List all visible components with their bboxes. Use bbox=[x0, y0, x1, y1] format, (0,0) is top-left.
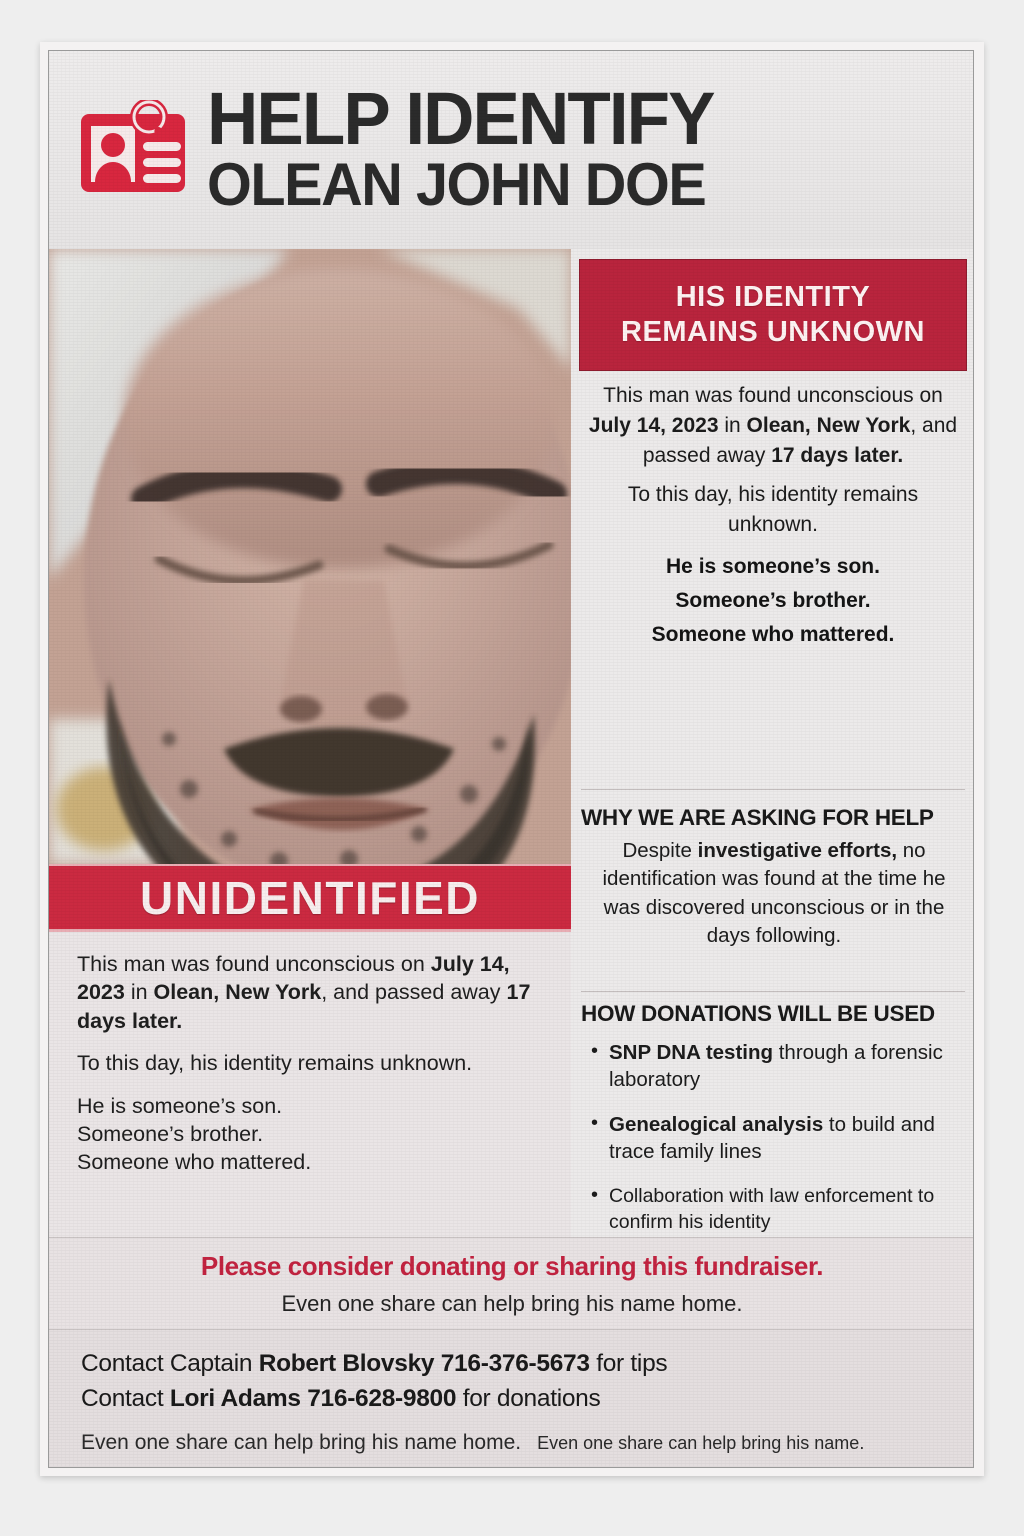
left-paragraph-2: To this day, his identity remains unknown. bbox=[77, 1051, 473, 1076]
footer-small-2: Even one share can help bring his name. bbox=[537, 1432, 865, 1453]
left-p1-c: , and passed away bbox=[321, 980, 507, 1005]
left-p1-b: in bbox=[124, 980, 154, 1005]
status-badge: UNIDENTIFIED bbox=[140, 871, 480, 924]
identity-unknown-banner bbox=[579, 259, 967, 371]
contact-line-donations bbox=[81, 1381, 949, 1416]
donation-item-1-rest: to build and trace family lines bbox=[609, 1112, 935, 1164]
right-p1-c: , and passed away bbox=[642, 413, 958, 467]
donations-section-heading: HOW DONATIONS WILL BE USED bbox=[581, 1001, 935, 1026]
right-p1-date: July 14, 2023 bbox=[588, 413, 719, 437]
contact2-suffix: for donations bbox=[456, 1385, 601, 1413]
donations-list bbox=[589, 1039, 967, 1252]
victim-photo bbox=[49, 249, 571, 864]
donation-item-0-rest: through a forensic laboratory bbox=[609, 1041, 943, 1092]
left-line-3: Someone who mattered. bbox=[77, 1150, 312, 1175]
page-title: HELP IDENTIFY bbox=[207, 76, 714, 160]
unidentified-banner bbox=[49, 864, 571, 932]
footer-small-1: Even one share can help bring his name home. bbox=[81, 1430, 522, 1454]
poster bbox=[48, 50, 974, 1468]
contact1-name-phone[interactable]: Robert Blovsky 716-376-5673 bbox=[258, 1350, 590, 1377]
right-p1-place: Olean, New York bbox=[746, 413, 911, 437]
left-column-body bbox=[49, 932, 571, 1237]
left-paragraph-3 bbox=[77, 1092, 547, 1177]
right-p1-days: 17 days later. bbox=[771, 443, 904, 467]
left-p1-date: July 14, 2023 bbox=[77, 952, 510, 1005]
donation-call-section bbox=[49, 1237, 974, 1329]
left-paragraph-1 bbox=[77, 950, 547, 1035]
id-card-magnifier-icon bbox=[79, 100, 195, 204]
contact1-suffix: for tips bbox=[589, 1350, 668, 1377]
right-paragraph-1 bbox=[581, 381, 965, 470]
donation-item-2-rest: Collaboration with law enforcement to confirm his identity bbox=[609, 1184, 935, 1233]
right-p1-a: This man was found unconscious on bbox=[603, 384, 943, 407]
right-intro-block bbox=[581, 381, 965, 652]
right-column bbox=[571, 249, 974, 1237]
list-item bbox=[589, 1111, 967, 1166]
section-divider-2 bbox=[581, 991, 965, 992]
right-paragraph-2: To this day, his identity remains unknown. bbox=[627, 483, 919, 537]
contact2-name-phone[interactable]: Lori Adams 716-628-9800 bbox=[169, 1385, 457, 1413]
contact1-prefix: Contact Captain bbox=[81, 1350, 259, 1377]
right-emph-1: He is someone’s son. bbox=[666, 555, 880, 579]
poster-title-block bbox=[207, 76, 735, 219]
photo-illustration bbox=[49, 249, 571, 864]
identity-banner-line-2: REMAINS UNKNOWN bbox=[621, 316, 925, 348]
list-item bbox=[589, 1183, 967, 1235]
share-line-text: Even one share can help bring his name home. bbox=[281, 1290, 743, 1316]
left-line-1: He is someone’s son. bbox=[77, 1093, 283, 1118]
poster-header bbox=[49, 51, 973, 249]
right-p1-b: in bbox=[718, 413, 747, 437]
donate-call-text: Please consider donating or sharing this fundraiser. bbox=[200, 1251, 824, 1281]
why-section-heading: WHY WE ARE ASKING FOR HELP bbox=[581, 805, 934, 830]
contact-line-tips bbox=[81, 1346, 949, 1381]
footer-small-lines bbox=[81, 1431, 949, 1455]
left-p1-a: This man was found unconscious on bbox=[77, 952, 431, 976]
donation-item-1-bold: Genealogical analysis bbox=[609, 1112, 824, 1136]
left-p1-place: Olean, New York bbox=[153, 980, 322, 1005]
identity-banner-line-1: HIS IDENTITY bbox=[675, 280, 871, 313]
why-body-bold: investigative efforts, bbox=[697, 839, 898, 862]
right-emph-2: Someone’s brother. bbox=[675, 589, 871, 613]
section-divider-1 bbox=[581, 789, 965, 790]
left-line-2: Someone’s brother. bbox=[77, 1121, 264, 1146]
contact2-prefix: Contact bbox=[81, 1385, 170, 1413]
why-body-a: Despite bbox=[622, 839, 698, 862]
list-item bbox=[589, 1039, 967, 1094]
contact-section bbox=[49, 1329, 974, 1468]
donation-item-0-bold: SNP DNA testing bbox=[609, 1041, 774, 1064]
poster-outer-frame bbox=[40, 42, 984, 1476]
why-body-b: no identification was found at the time he was discovered unconscious or in the days following. bbox=[602, 839, 946, 947]
why-section-body bbox=[583, 837, 965, 950]
left-p1-days: 17 days later. bbox=[77, 980, 531, 1033]
right-emph-3: Someone who mattered. bbox=[651, 623, 895, 647]
page-subtitle: OLEAN JOHN DOE bbox=[207, 151, 706, 219]
